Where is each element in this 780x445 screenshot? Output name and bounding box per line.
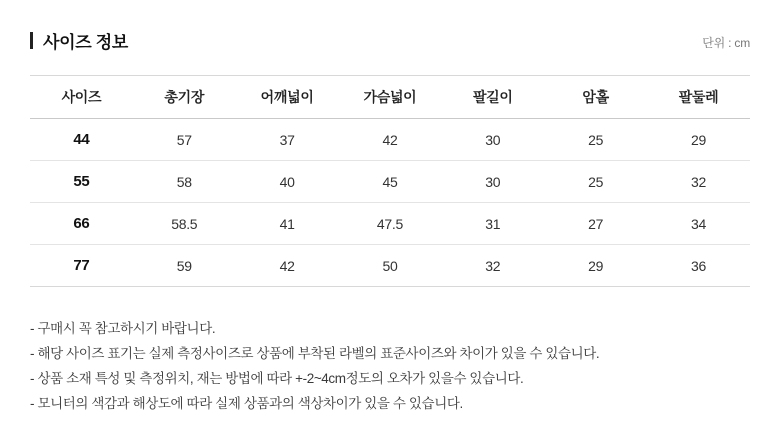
cell-armhole: 25 [544, 119, 647, 161]
note-line: - 상품 소재 특성 및 측정위치, 재는 방법에 따라 +-2~4cm정도의 오차가 있을수 있습니다. [30, 371, 524, 386]
size-table [30, 75, 750, 287]
note-line: - 해당 사이즈 표기는 실제 측정사이즈로 상품에 부착된 라벨의 표준사이즈와 차이가 있을 수 있습니다. [30, 346, 600, 361]
column-header-size: 사이즈 [30, 76, 133, 119]
cell-armhole: 25 [544, 161, 647, 203]
table-row [30, 203, 750, 245]
column-header-sleeve-length: 팔길이 [441, 76, 544, 119]
cell-size: 44 [30, 119, 133, 161]
cell-sleeve-circumference: 36 [647, 245, 750, 287]
cell-armhole: 27 [544, 203, 647, 245]
cell-shoulder-width: 42 [236, 245, 339, 287]
cell-sleeve-circumference: 34 [647, 203, 750, 245]
cell-sleeve-circumference: 32 [647, 161, 750, 203]
cell-sleeve-length: 30 [441, 161, 544, 203]
cell-sleeve-length: 31 [441, 203, 544, 245]
page-title-label: 사이즈 정보 [43, 33, 129, 52]
cell-shoulder-width: 37 [236, 119, 339, 161]
size-table-body [30, 119, 750, 287]
table-row [30, 161, 750, 203]
cell-total-length: 59 [133, 245, 236, 287]
page-title [30, 28, 128, 53]
cell-total-length: 57 [133, 119, 236, 161]
table-row [30, 119, 750, 161]
cell-chest-width: 50 [339, 245, 442, 287]
column-header-armhole: 암홀 [544, 76, 647, 119]
cell-size: 55 [30, 161, 133, 203]
table-row [30, 245, 750, 287]
notes-section [30, 316, 750, 416]
column-header-total-length: 총기장 [133, 76, 236, 119]
table-header-row [30, 76, 750, 119]
column-header-chest-width: 가슴넓이 [339, 76, 442, 119]
section-header [30, 0, 750, 53]
cell-armhole: 29 [544, 245, 647, 287]
unit-label: 단위 : cm [702, 36, 750, 50]
size-table-head [30, 76, 750, 119]
cell-chest-width: 45 [339, 161, 442, 203]
cell-total-length: 58 [133, 161, 236, 203]
cell-sleeve-length: 30 [441, 119, 544, 161]
cell-size: 66 [30, 203, 133, 245]
cell-shoulder-width: 41 [236, 203, 339, 245]
cell-sleeve-length: 32 [441, 245, 544, 287]
cell-chest-width: 47.5 [339, 203, 442, 245]
cell-shoulder-width: 40 [236, 161, 339, 203]
column-header-shoulder-width: 어깨넓이 [236, 76, 339, 119]
cell-sleeve-circumference: 29 [647, 119, 750, 161]
column-header-sleeve-circumference: 팔둘레 [647, 76, 750, 119]
cell-total-length: 58.5 [133, 203, 236, 245]
note-line: - 모니터의 색감과 해상도에 따라 실제 상품과의 색상차이가 있을 수 있습니다. [30, 396, 463, 411]
title-accent-bar [30, 32, 33, 49]
cell-chest-width: 42 [339, 119, 442, 161]
cell-size: 77 [30, 245, 133, 287]
note-line: - 구매시 꼭 참고하시기 바랍니다. [30, 321, 216, 336]
